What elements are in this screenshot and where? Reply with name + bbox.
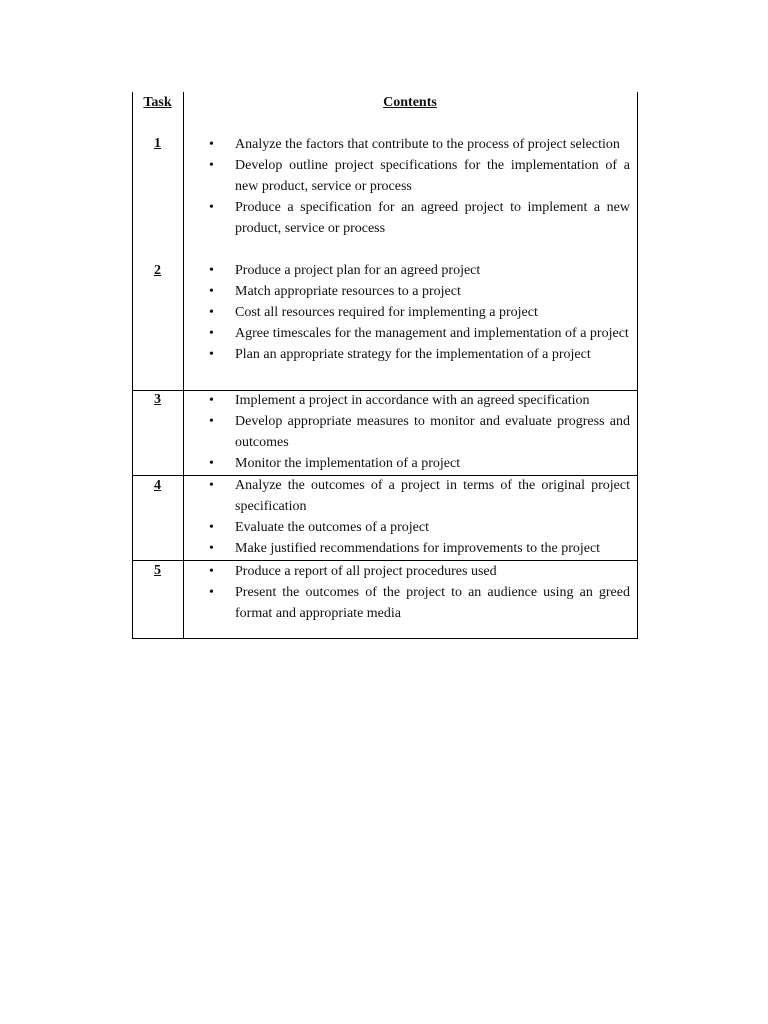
bullet-icon: •	[209, 347, 214, 362]
bullet-icon: •	[209, 393, 214, 408]
table-border-right	[637, 92, 638, 639]
bullet-icon: •	[209, 326, 214, 341]
list-item: • Produce a project plan for an agreed project	[205, 260, 630, 281]
bullet-icon: •	[209, 541, 214, 556]
bullet-icon: •	[209, 200, 214, 215]
list-item: • Agree timescales for the management and implementation of a project	[205, 323, 630, 344]
list-item: • Evaluate the outcomes of a project	[205, 517, 630, 538]
bullet-icon: •	[209, 158, 214, 173]
list-item: • Cost all resources required for implementing a project	[205, 302, 630, 323]
list-item: • Analyze the outcomes of a project in terms of the original project specification	[205, 475, 630, 517]
task-4-content-list	[205, 475, 630, 559]
task-2-content-list	[205, 260, 630, 365]
bullet-icon: •	[209, 456, 214, 471]
list-item: • Present the outcomes of the project to an audience using an greed format and appropriate media	[205, 582, 630, 624]
task-number: 5	[154, 563, 161, 578]
bullet-icon: •	[209, 284, 214, 299]
bullet-icon: •	[209, 263, 214, 278]
task-number: 4	[154, 478, 161, 493]
header-task: Task	[143, 95, 172, 110]
list-item: • Produce a specification for an agreed project to implement a new product, service or process	[205, 197, 630, 239]
task-3-content-list	[205, 390, 630, 474]
task-number: 3	[154, 392, 161, 407]
bullet-icon: •	[209, 305, 214, 320]
list-item: • Plan an appropriate strategy for the implementation of a project	[205, 344, 630, 365]
task-1-content-list	[205, 134, 630, 239]
list-item: • Produce a report of all project procedures used	[205, 561, 630, 582]
list-item: • Match appropriate resources to a project	[205, 281, 630, 302]
list-item: • Develop appropriate measures to monitor and evaluate progress and outcomes	[205, 411, 630, 453]
bullet-icon: •	[209, 478, 214, 493]
table-border-left	[132, 92, 133, 639]
list-item: • Make justified recommendations for improvements to the project	[205, 538, 630, 559]
bullet-icon: •	[209, 414, 214, 429]
table-border-bottom	[132, 638, 638, 639]
bullet-icon: •	[209, 520, 214, 535]
list-item: • Develop outline project specifications for the implementation of a new product, service or process	[205, 155, 630, 197]
list-item: • Analyze the factors that contribute to the process of project selection	[205, 134, 630, 155]
bullet-icon: •	[209, 585, 214, 600]
bullet-icon: •	[209, 564, 214, 579]
header-contents: Contents	[383, 95, 437, 110]
task-number: 1	[154, 136, 161, 151]
task-number: 2	[154, 263, 161, 278]
task-5-content-list	[205, 561, 630, 624]
bullet-icon: •	[209, 137, 214, 152]
table-column-divider	[183, 92, 184, 639]
list-item: • Monitor the implementation of a project	[205, 453, 630, 474]
list-item: • Implement a project in accordance with an agreed specification	[205, 390, 630, 411]
